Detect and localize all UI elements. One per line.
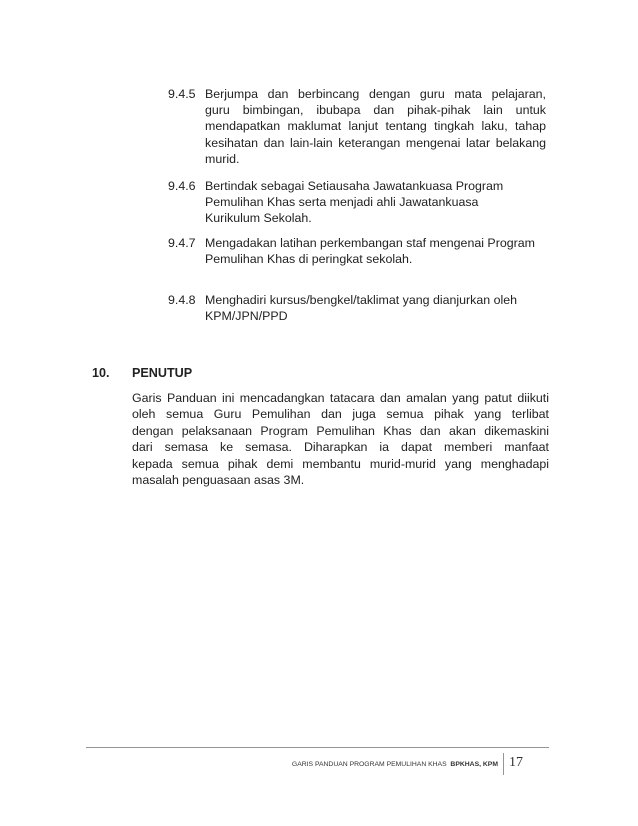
item-line: Kurikulum Sekolah. xyxy=(205,211,312,226)
list-item-9-4-8 xyxy=(168,292,546,324)
item-text xyxy=(205,292,546,324)
item-line: Menghadiri kursus/bengkel/taklimat yang dianjurkan oleh xyxy=(205,293,518,307)
item-line: murid. xyxy=(205,151,240,166)
paragraph-line: dengan pelaksanaan Program Pemulihan Khas dan akan dikemaskini xyxy=(132,423,549,438)
item-line: Pemulihan Khas serta menjadi ahli Jawatankuasa xyxy=(205,195,479,210)
list-item-9-4-7 xyxy=(168,235,546,267)
section-number: 10. xyxy=(92,366,110,380)
item-line: guru bimbingan, ibubapa dan pihak-pihak lain untuk xyxy=(205,103,546,118)
item-number: 9.4.5 xyxy=(168,87,196,101)
item-line: KPM/JPN/PPD xyxy=(205,309,288,324)
paragraph-line: masalah penguasaan asas 3M. xyxy=(132,473,305,488)
paragraph-line: dari semasa ke semasa. Diharapkan ia dapat memberi manfaat xyxy=(132,440,549,455)
paragraph-line: kepada semua pihak demi membantu murid-murid yang menghadapi xyxy=(132,456,549,471)
item-line: kesihatan dan lain-lain keterangan mengenai latar belakang xyxy=(205,135,546,150)
item-text xyxy=(205,235,546,267)
item-number: 9.4.6 xyxy=(168,179,196,193)
list-item-9-4-5 xyxy=(168,86,546,167)
paragraph-line: oleh semua Guru Pemulihan dan juga semua pihak yang terlibat xyxy=(132,407,549,422)
footer-divider xyxy=(86,747,549,748)
item-number: 9.4.8 xyxy=(168,293,196,307)
item-line: Pemulihan Khas di peringkat sekolah. xyxy=(205,252,413,267)
footer-title xyxy=(200,761,498,768)
footer-doc-title: GARIS PANDUAN PROGRAM PEMULIHAN KHAS xyxy=(291,761,447,768)
item-text xyxy=(205,178,546,227)
section-title: PENUTUP xyxy=(132,366,193,380)
item-line: Berjumpa dan berbincang dengan guru mata pelajaran, xyxy=(205,87,546,101)
footer-org: BPKHAS, KPM xyxy=(450,761,498,768)
section-paragraph xyxy=(132,390,549,488)
item-line: Bertindak sebagai Setiausaha Jawatankuasa Program xyxy=(205,179,504,193)
list-item-9-4-6 xyxy=(168,178,546,227)
item-text xyxy=(205,86,546,167)
paragraph-line: Garis Panduan ini mencadangkan tatacara dan amalan yang patut diikuti xyxy=(132,391,549,405)
page-number: 17 xyxy=(509,755,523,770)
footer-separator xyxy=(503,753,504,775)
item-line: mendapatkan maklumat lanjut tentang tingkah laku, tahap xyxy=(205,119,546,134)
item-number: 9.4.7 xyxy=(168,236,196,250)
item-line: Mengadakan latihan perkembangan staf mengenai Program xyxy=(205,236,535,250)
